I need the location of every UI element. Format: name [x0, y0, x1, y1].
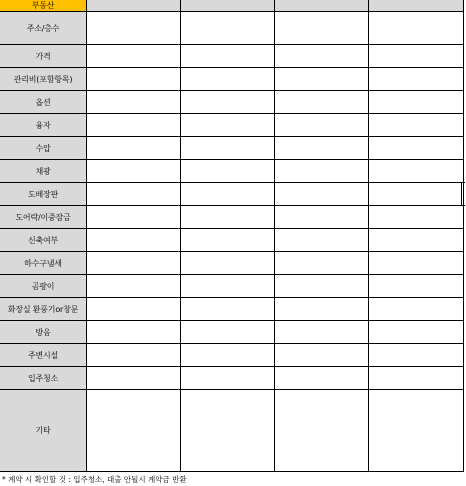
- row-label: 도배장판: [0, 183, 87, 206]
- row-label: 기타: [0, 390, 87, 472]
- table-row: [0, 137, 464, 160]
- table-cell[interactable]: [87, 367, 181, 390]
- table-cell[interactable]: [369, 206, 464, 229]
- table-cell[interactable]: [87, 275, 181, 298]
- table-cell[interactable]: [87, 229, 181, 252]
- table-cell[interactable]: [181, 252, 275, 275]
- table-cell[interactable]: [87, 206, 181, 229]
- row-label: 화장실 환풍기or창문: [0, 298, 87, 321]
- table-cell[interactable]: [181, 275, 275, 298]
- row-label: 채광: [0, 160, 87, 183]
- table-cell[interactable]: [87, 160, 181, 183]
- table-cell[interactable]: [369, 91, 464, 114]
- table-cell[interactable]: [181, 206, 275, 229]
- table-cell[interactable]: [369, 137, 464, 160]
- table-header-row: [0, 0, 464, 12]
- table-cell[interactable]: [181, 91, 275, 114]
- table-cell[interactable]: [275, 91, 369, 114]
- table-cell[interactable]: [275, 114, 369, 137]
- table-cell[interactable]: [181, 137, 275, 160]
- table-row: [0, 68, 464, 91]
- table-cell[interactable]: [87, 390, 181, 472]
- table-row: [0, 206, 464, 229]
- table-cell[interactable]: [369, 252, 464, 275]
- table-cell[interactable]: [181, 390, 275, 472]
- table-row: [0, 321, 464, 344]
- row-label: 도어락/이중잠금: [0, 206, 87, 229]
- table-cell[interactable]: [87, 344, 181, 367]
- table-cell[interactable]: [87, 68, 181, 91]
- table-cell[interactable]: [369, 344, 464, 367]
- table-row: [0, 160, 464, 183]
- table-cell[interactable]: [275, 321, 369, 344]
- table-cell[interactable]: [275, 275, 369, 298]
- table-row: [0, 344, 464, 367]
- table-row: [0, 183, 464, 206]
- table-cell[interactable]: [369, 114, 464, 137]
- row-label: 하수구냄새: [0, 252, 87, 275]
- table-cell[interactable]: [369, 321, 464, 344]
- table-cell[interactable]: [275, 390, 369, 472]
- header-label: 부동산: [0, 0, 87, 12]
- row-label: 융자: [0, 114, 87, 137]
- table-cell[interactable]: [369, 229, 464, 252]
- row-label: 수압: [0, 137, 87, 160]
- row-label: 관리비(포함항목): [0, 68, 87, 91]
- table-cell[interactable]: [181, 229, 275, 252]
- row-label: 방음: [0, 321, 87, 344]
- table-cell[interactable]: [181, 321, 275, 344]
- table-cell[interactable]: [275, 206, 369, 229]
- footer-note: * 계약 시 확인할 것 : 입주청소, 대출 안될시 계약금 반환: [2, 475, 187, 484]
- table-row: [0, 12, 464, 45]
- table-cell[interactable]: [275, 252, 369, 275]
- table-cell[interactable]: [275, 344, 369, 367]
- table-cell[interactable]: [181, 298, 275, 321]
- table-cell[interactable]: [369, 45, 464, 68]
- table-cell[interactable]: [369, 390, 464, 472]
- table-cell[interactable]: [87, 114, 181, 137]
- table-cell[interactable]: [87, 137, 181, 160]
- header-col-2[interactable]: [181, 0, 275, 12]
- row-label: 가격: [0, 45, 87, 68]
- table-cell[interactable]: [87, 183, 181, 206]
- table-row: [0, 367, 464, 390]
- table-row: [0, 229, 464, 252]
- table-cell[interactable]: [181, 68, 275, 91]
- selection-edge-marker: [461, 182, 465, 206]
- table-cell[interactable]: [369, 367, 464, 390]
- row-label: 주소/층수: [0, 12, 87, 45]
- table-cell[interactable]: [369, 12, 464, 45]
- table-cell[interactable]: [87, 321, 181, 344]
- table-cell[interactable]: [275, 298, 369, 321]
- table-cell[interactable]: [275, 183, 369, 206]
- table-cell[interactable]: [275, 137, 369, 160]
- table-cell[interactable]: [275, 367, 369, 390]
- table-cell[interactable]: [275, 229, 369, 252]
- table-row: [0, 390, 464, 472]
- header-col-3[interactable]: [275, 0, 369, 12]
- row-label: 옵션: [0, 91, 87, 114]
- table-cell[interactable]: [181, 12, 275, 45]
- table-cell[interactable]: [181, 344, 275, 367]
- table-cell[interactable]: [369, 160, 464, 183]
- table-cell[interactable]: [369, 275, 464, 298]
- table-row: [0, 114, 464, 137]
- table-cell[interactable]: [275, 68, 369, 91]
- table-row: [0, 45, 464, 68]
- table-row: [0, 91, 464, 114]
- table-cell[interactable]: [87, 252, 181, 275]
- table-cell[interactable]: [87, 12, 181, 45]
- table-cell[interactable]: [275, 12, 369, 45]
- header-col-4[interactable]: [369, 0, 464, 12]
- table-cell[interactable]: [87, 45, 181, 68]
- table-cell[interactable]: [275, 45, 369, 68]
- row-label: 신축여부: [0, 229, 87, 252]
- table-cell[interactable]: [87, 298, 181, 321]
- table-cell[interactable]: [369, 183, 464, 206]
- table-cell[interactable]: [181, 114, 275, 137]
- row-label: 곰팡이: [0, 275, 87, 298]
- table-cell[interactable]: [181, 367, 275, 390]
- table-cell[interactable]: [87, 91, 181, 114]
- row-label: 주변시설: [0, 344, 87, 367]
- table-cell[interactable]: [369, 68, 464, 91]
- table-cell[interactable]: [181, 183, 275, 206]
- table-row: [0, 275, 464, 298]
- header-col-1[interactable]: [87, 0, 181, 12]
- table-cell[interactable]: [181, 45, 275, 68]
- table-cell[interactable]: [181, 160, 275, 183]
- table-row: [0, 252, 464, 275]
- table-cell[interactable]: [369, 298, 464, 321]
- table-cell[interactable]: [275, 160, 369, 183]
- row-label: 입주청소: [0, 367, 87, 390]
- table-row: [0, 298, 464, 321]
